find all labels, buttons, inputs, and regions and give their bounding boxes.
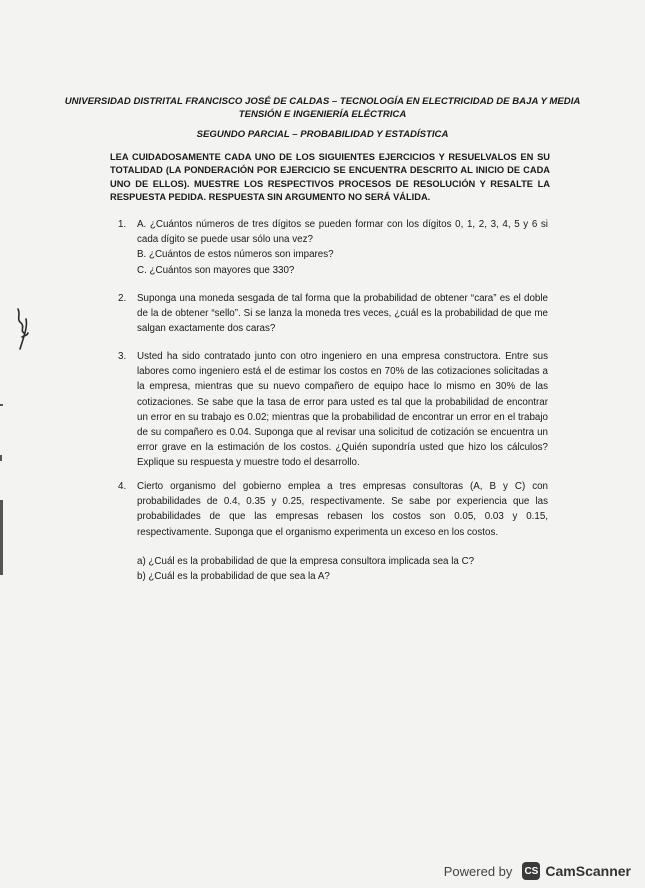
scan-edge-mark — [0, 455, 2, 461]
question-text: Cierto organismo del gobierno emplea a tres empresas consultoras (A, B y C) con probabilidades de 0.4, 0.35 y 0.25, respectivamente. Se sabe por experiencia que las probabilidades de que las empresas rebasen los costos son 0.05, 0.03 y 0.15, respectivamente. Suponga que el organismo experimenta un exceso en los costos. — [137, 481, 548, 538]
question-text: Usted ha sido contratado junto con otro ingeniero en una empresa constructora. Entre sus labores como ingeniero está el de estimar los costos en 70% de las cotizaciones solicitadas a la empresa, mientras que su nuevo compañero de equipo hace lo mismo en 30% de las cotizaciones. Se sabe que la tasa de error para usted es tal que la probabilidad de encontrar un error en su trabajo es 0.02; mientras que la probabilidad de encontrar un error en el trabajo de su compañero es 0.04. Suponga que al revisar una solicitud de cotización se encuentra un error grave en la estimación de los costos. ¿Quién supondría usted que hizo los cálculos? Explique su respuesta y muestre todo el desarrollo. — [137, 351, 548, 469]
question-part-b: B. ¿Cuántos de estos números son impares? — [137, 249, 334, 261]
question-1 — [118, 217, 548, 278]
question-number: 3. — [118, 351, 127, 362]
question-sub-a: a) ¿Cuál es la probabilidad de que la empresa consultora implicada sea la C? — [137, 555, 475, 567]
powered-by-label: Powered by — [443, 863, 513, 879]
university-header — [60, 95, 585, 121]
question-number: 1. — [118, 219, 127, 230]
question-4 — [118, 479, 548, 584]
question-2 — [118, 291, 548, 337]
scanner-watermark — [444, 862, 631, 880]
header-line-1: UNIVERSIDAD DISTRITAL FRANCISCO JOSÉ DE CALDAS – TECNOLOGÍA EN ELECTRICIDAD DE BAJA Y MEDIA — [64, 96, 581, 107]
handwritten-mark-icon — [12, 305, 38, 355]
question-sub-b: b) ¿Cuál es la probabilidad de que sea la A? — [137, 571, 330, 583]
scan-edge-mark — [0, 404, 3, 406]
question-number: 4. — [118, 481, 127, 492]
question-part-a: A. ¿Cuántos números de tres dígitos se pueden formar con los dígitos 0, 1, 2, 3, 4, 5 y 6 si cada dígito se puede usar sólo una vez? — [137, 219, 548, 246]
camscanner-logo-icon: CS — [522, 862, 540, 880]
header-line-2: TENSIÓN E INGENIERÍA ELÉCTRICA — [238, 109, 407, 120]
camscanner-brand: CamScanner — [545, 863, 631, 879]
exam-title: SEGUNDO PARCIAL – PROBABILIDAD Y ESTADÍSTICA — [196, 129, 449, 140]
question-3 — [118, 349, 548, 471]
question-part-c: C. ¿Cuántos son mayores que 330? — [137, 264, 295, 276]
question-number: 2. — [118, 293, 127, 304]
scan-edge-mark — [0, 500, 3, 575]
instructions: LEA CUIDADOSAMENTE CADA UNO DE LOS SIGUIENTES EJERCICIOS Y RESUELVALOS EN SU TOTALIDAD (LA PONDERACIÓN POR EJERCICIO SE ENCUENTRA DESCRITO AL INICIO DE CADA UNO DE ELLOS). MUESTRE LOS RESPECTIVOS PROCESOS DE RESOLUCIÓN Y RESALTE LA RESPUESTA PEDIDA. RESPUESTA SIN ARGUMENTO NO SERÁ VÁLIDA. — [110, 152, 550, 202]
question-text: Suponga una moneda sesgada de tal forma que la probabilidad de obtener “cara” es el doble de la de obtener “sello”. Si se lanza la moneda tres veces, ¿cuál es la probabilidad de que me salgan exactamente dos caras? — [137, 293, 548, 335]
